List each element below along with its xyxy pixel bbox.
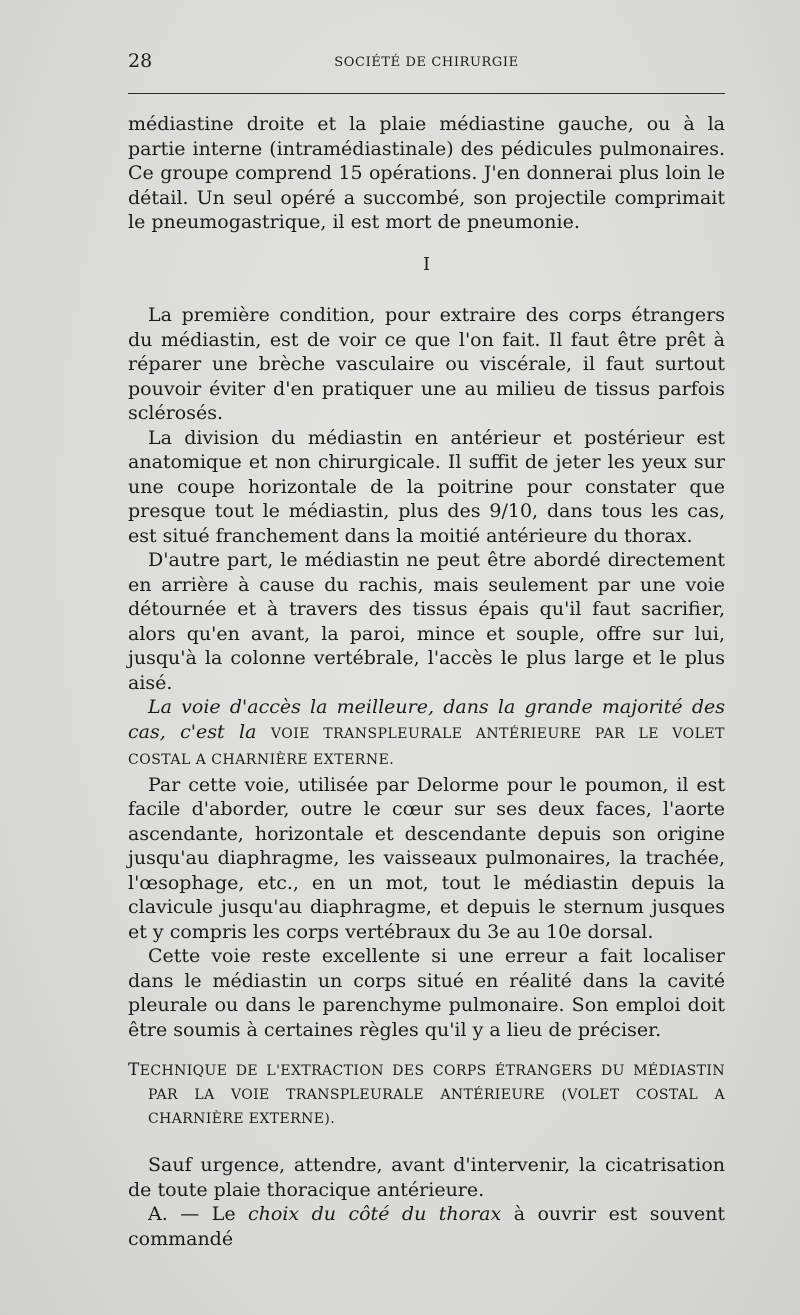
page-number: 28 (128, 50, 153, 72)
paragraph-8: Sauf urgence, attendre, avant d'intervenir, la cicatrisation de toute plaie thoracique antérieure. (128, 1154, 725, 1201)
paragraph-5 (128, 695, 725, 773)
running-title: SOCIÉTÉ DE CHIRURGIE (334, 55, 519, 70)
paragraph-9 (128, 1202, 725, 1251)
header-rule (128, 93, 725, 94)
paragraph-9-rest: à ouvrir est souvent commandé (128, 1203, 725, 1250)
paragraph-4: D'autre part, le médiastin ne peut être abordé directement en arrière à cause du rachis, mais seulement par une voie détournée et à travers des tissus épais qu'il faut sacrifier, alors qu'en avant, la paroi, mince et souple, offre sur lui, jusqu'à la colonne vertébrale, l'accès le plus large et le plus aisé. (128, 549, 725, 694)
page-body (128, 112, 725, 1251)
paragraph-2: La première condition, pour extraire des corps étrangers du médiastin, est de voir ce que l'on fait. Il faut être prêt à réparer une brèche vasculaire ou viscérale, il faut surtout pouvoir éviter d'en pratiquer une au milieu de tissus parfois sclérosés. (128, 304, 725, 424)
paragraph-6: Par cette voie, utilisée par Delorme pour le poumon, il est facile d'aborder, outre le cœur sur ses deux faces, l'aorte ascendante, horizontale et descendante depuis son origine jusqu'au diaphragme, les vaisseaux pulmonaires, la trachée, l'œsophage, etc., en un mot, tout le médiastin depuis la clavicule jusqu'au diaphragme, et depuis le sternum jusques et y compris les corps vertébraux du 3e au 10e dorsal. (128, 773, 725, 943)
heading-initial: T (128, 1060, 140, 1080)
heading-text: ECHNIQUE DE L'EXTRACTION DES CORPS ÉTRANGERS DU MÉDIASTIN PAR LA VOIE TRANSPLEURALE ANTÉRIEURE (VOLET COSTAL A CHARNIÈRE EXTERNE). (139, 1063, 725, 1127)
paragraph-5-italic: La voie d'accès la meilleure, dans la grande majorité des cas, c'est la (128, 696, 725, 743)
paragraph-9-label: A. — Le (148, 1203, 236, 1225)
paragraph-3: La division du médiastin en antérieur et postérieur est anatomique et non chirurgicale. Il suffit de jeter les yeux sur une coupe horizontale de la poitrine pour constater que presque tout le médiastin, plus des 9/10, dans tous les cas, est situé franchement dans la moitié antérieure du thorax. (128, 426, 725, 547)
paragraph-7: Cette voie reste excellente si une erreur a fait localiser dans le médiastin un corps situé en réalité dans la cavité pleurale ou dans le parenchyme pulmonaire. Son emploi doit être soumis à certaines règles qu'il y a lieu de préciser. (128, 945, 725, 1041)
section-heading (128, 1058, 725, 1131)
paragraph-1: médiastine droite et la plaie médiastine gauche, ou à la partie interne (intramédiastinale) des pédicules pulmonaires. Ce groupe comprend 15 opérations. J'en donnerai plus loin le détail. Un seul opéré a succombé, son projectile comprimait le pneumogastrique, il est mort de pneumonie. (128, 113, 725, 233)
paragraph-5-caps: VOIE TRANSPLEURALE ANTÉRIEURE PAR LE VOLET COSTAL A CHARNIÈRE EXTERNE. (128, 725, 725, 768)
paragraph-9-italic: choix du côté du thorax (248, 1203, 502, 1225)
section-numeral: I (422, 253, 431, 275)
page-header (128, 50, 725, 76)
